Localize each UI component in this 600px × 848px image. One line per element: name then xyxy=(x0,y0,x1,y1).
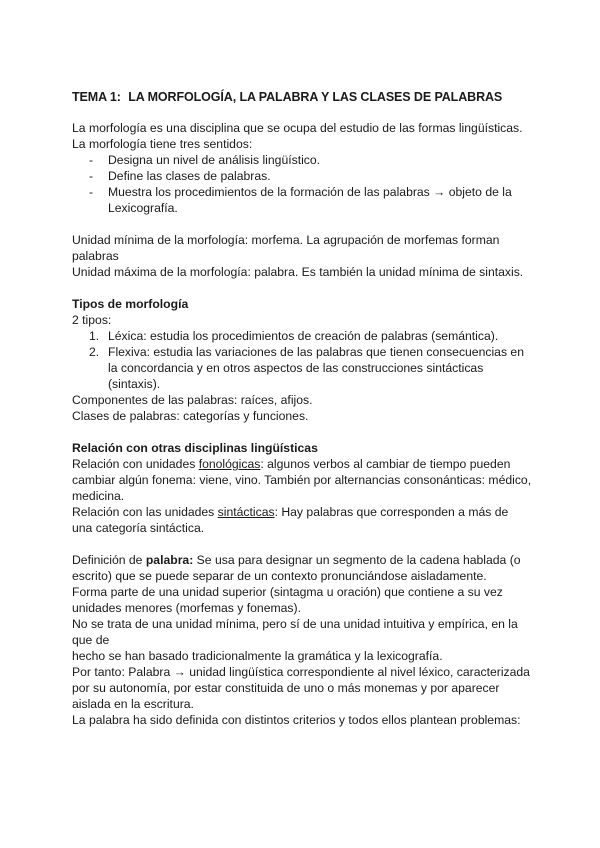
sintacticas-term: sintácticas xyxy=(217,505,275,519)
relacion-sintacticas-paragraph: Relación con las unidades sintácticas: Hay palabras que corresponden a más de una categoría sintáctica. xyxy=(72,505,509,535)
title-number: TEMA 1: xyxy=(72,90,121,104)
definicion-paragraph: Definición de palabra: Se usa para designar un segmento de la cadena hablada (o escrito) que se puede separar de un contexto pronunciándose aisladamente. xyxy=(72,553,521,583)
list-text: Léxica: estudia los procedimientos de creación de palabras (semántica). xyxy=(108,329,499,343)
intro-line-1: La morfología es una disciplina que se ocupa del estudio de las formas lingüísticas. xyxy=(72,121,523,135)
clases-paragraph: Clases de palabras: categorías y funciones. xyxy=(72,409,309,423)
forma-paragraph: Forma parte de una unidad superior (sintagma u oración) que contiene a su vez unidades menores (morfemas y fonemas). xyxy=(72,585,503,615)
relacion-fonologicas-paragraph: Relación con unidades fonológicas: algunos verbos al cambiar de tiempo pueden cambiar algún fonema: viene, vino. También por alternancias consonánticas: médico, medicina. xyxy=(72,457,532,503)
list-number: 1. xyxy=(89,329,100,343)
tipos-count: 2 tipos: xyxy=(72,313,112,327)
list-item xyxy=(72,328,532,344)
criterios-paragraph: La palabra ha sido definida con distintos criterios y todos ellos plantean problemas: xyxy=(72,713,521,727)
list-item: - Define las clases de palabras. xyxy=(72,168,532,184)
unit-max-paragraph: Unidad máxima de la morfología: palabra. Es también la unidad mínima de sintaxis. xyxy=(72,265,524,279)
no-minima-line-2: hecho se han basado tradicionalmente la gramática y la lexicografía. xyxy=(72,649,443,663)
title-text: LA MORFOLOGÍA, LA PALABRA Y LAS CLASES DE PALABRAS xyxy=(128,90,503,104)
senses-list xyxy=(72,152,532,216)
tipos-list xyxy=(72,328,532,392)
palabra-term: palabra: xyxy=(145,553,194,567)
intro-line-2: La morfología tiene tres sentidos: xyxy=(72,137,253,151)
list-item: - Muestra los procedimientos de la formación de las palabras → objeto de la Lexicografía. xyxy=(72,184,532,216)
document-body xyxy=(72,89,532,728)
page-title xyxy=(72,89,532,105)
list-item: - Designa un nivel de análisis lingüístico. xyxy=(72,152,532,168)
list-text: Flexiva: estudia las variaciones de las palabras que tienen consecuencias en la concordancia y en otros aspectos de las construcciones sintácticas (sintaxis). xyxy=(108,345,524,391)
componentes-paragraph: Componentes de las palabras: raíces, afijos. xyxy=(72,393,313,407)
no-minima-line-1: No se trata de una unidad mínima, pero sí de una unidad intuitiva y empírica, en la que de xyxy=(72,617,518,647)
tipos-heading: Tipos de morfología xyxy=(72,297,189,311)
relacion-heading: Relación con otras disciplinas lingüísticas xyxy=(72,441,318,455)
list-number: 2. xyxy=(89,345,100,359)
por-tanto-paragraph: Por tanto: Palabra → unidad lingüística correspondiente al nivel léxico, caracterizada por su autonomía, por estar constituida de uno o más monemas y por aparecer aislada en la escritura. xyxy=(72,665,530,711)
fonologicas-term: fonológicas xyxy=(198,457,261,471)
unit-min-paragraph: Unidad mínima de la morfología: morfema. La agrupación de morfemas forman palabras xyxy=(72,233,500,263)
list-item xyxy=(72,344,532,392)
